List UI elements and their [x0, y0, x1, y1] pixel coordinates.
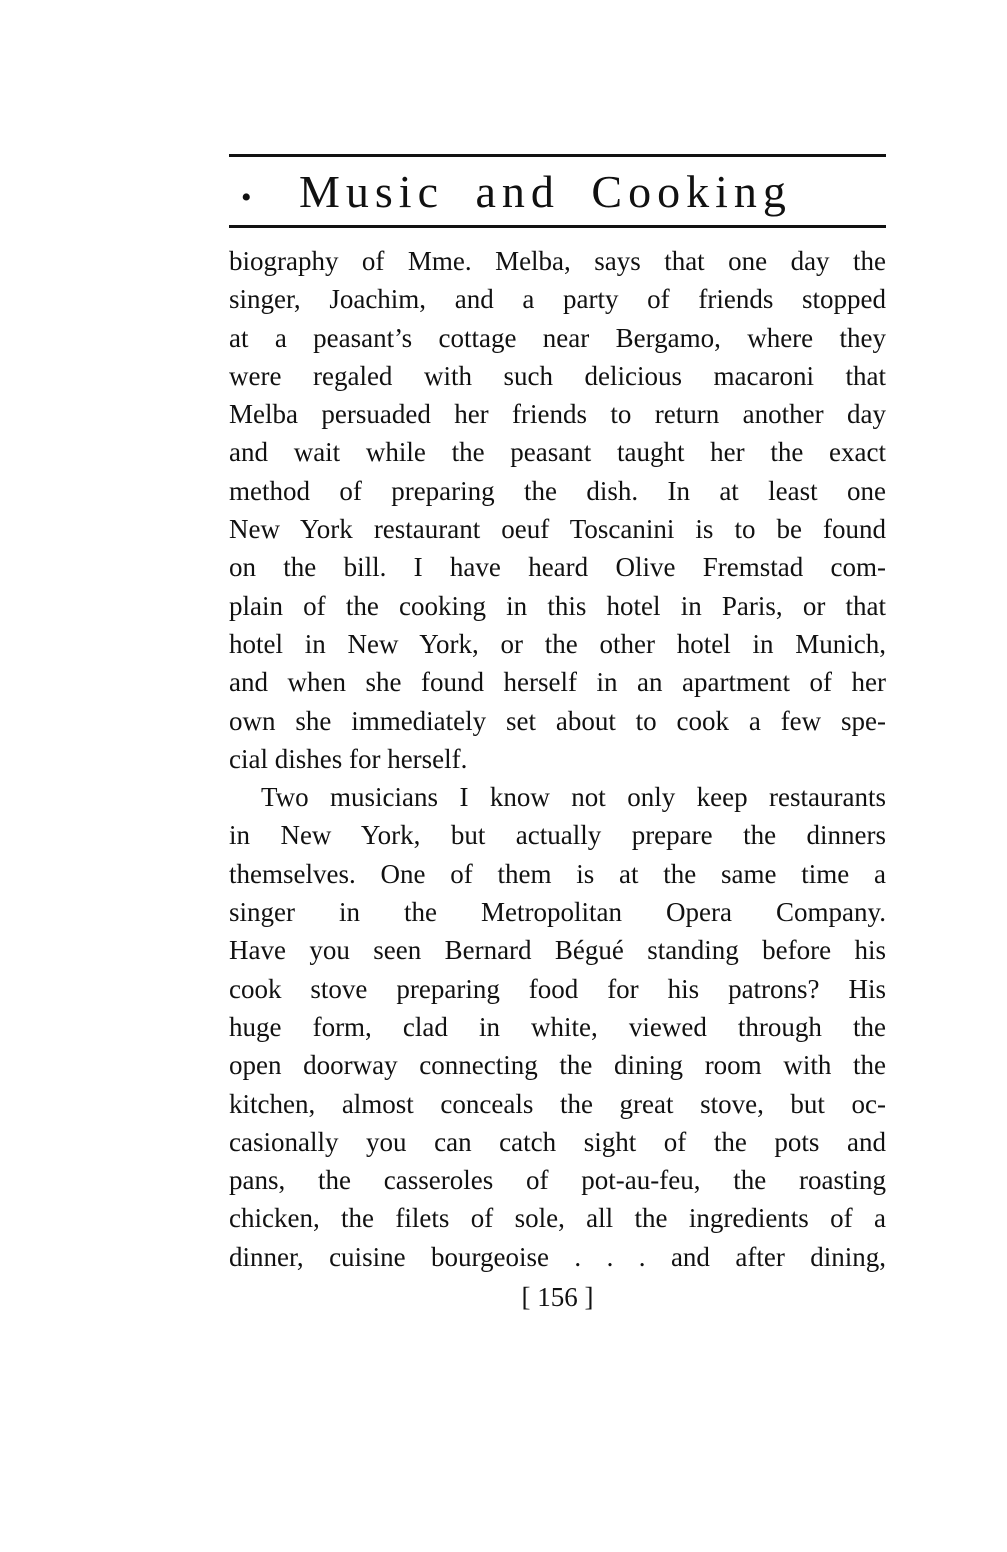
- text-line: huge form, clad in white, viewed through the: [229, 1011, 886, 1042]
- text-line: own she immediately set about to cook a few spe-: [229, 705, 886, 736]
- text-line: in New York, but actually prepare the dinners: [229, 820, 886, 851]
- text-line: and when she found herself in an apartment of her: [229, 667, 886, 698]
- text-line: themselves. One of them is at the same time a: [229, 858, 886, 889]
- running-title: Music and Cooking: [299, 166, 792, 217]
- header-top-rule: [229, 154, 886, 157]
- text-line: Melba persuaded her friends to return another day: [229, 399, 886, 430]
- page-number: [ 156 ]: [521, 1282, 594, 1313]
- text-line: were regaled with such delicious macaroni that: [229, 360, 886, 391]
- text-line: method of preparing the dish. In at least one: [229, 475, 886, 506]
- book-page: [229, 154, 886, 1313]
- text-line: and wait while the peasant taught her the exact: [229, 437, 886, 468]
- text-line: plain of the cooking in this hotel in Paris, or that: [229, 590, 886, 621]
- paragraph-2: [229, 778, 886, 1276]
- text-line: singer in the Metropolitan Opera Company.: [229, 897, 886, 928]
- text-line: kitchen, almost conceals the great stove, but oc-: [229, 1088, 886, 1119]
- text-line: casionally you can catch sight of the pots and: [229, 1126, 886, 1157]
- text-line: on the bill. I have heard Olive Fremstad com-: [229, 552, 886, 583]
- text-line: singer, Joachim, and a party of friends stopped: [229, 284, 886, 315]
- header-bottom-rule: [229, 225, 886, 228]
- text-line: cial dishes for herself.: [229, 743, 468, 774]
- running-header: [229, 161, 886, 223]
- text-line: hotel in New York, or the other hotel in Munich,: [229, 628, 886, 659]
- text-line: Have you seen Bernard Bégué standing before his: [229, 935, 886, 966]
- text-line: cook stove preparing food for his patrons? His: [229, 973, 886, 1004]
- text-line: New York restaurant oeuf Toscanini is to be found: [229, 514, 886, 545]
- text-line: biography of Mme. Melba, says that one day the: [229, 246, 886, 276]
- text-line: pans, the casseroles of pot-au-feu, the roasting: [229, 1165, 886, 1196]
- text-line: at a peasant’s cottage near Bergamo, where they: [229, 322, 886, 353]
- text-line: open doorway connecting the dining room with the: [229, 1050, 886, 1081]
- text-line: Two musicians I know not only keep restaurants: [261, 782, 886, 813]
- body-text: [229, 242, 886, 1276]
- text-line: dinner, cuisine bourgeoise . . . and after dining,: [229, 1241, 886, 1272]
- text-line: chicken, the filets of sole, all the ingredients of a: [229, 1203, 886, 1234]
- header-bullet: •: [241, 181, 252, 214]
- paragraph-1: [229, 242, 886, 778]
